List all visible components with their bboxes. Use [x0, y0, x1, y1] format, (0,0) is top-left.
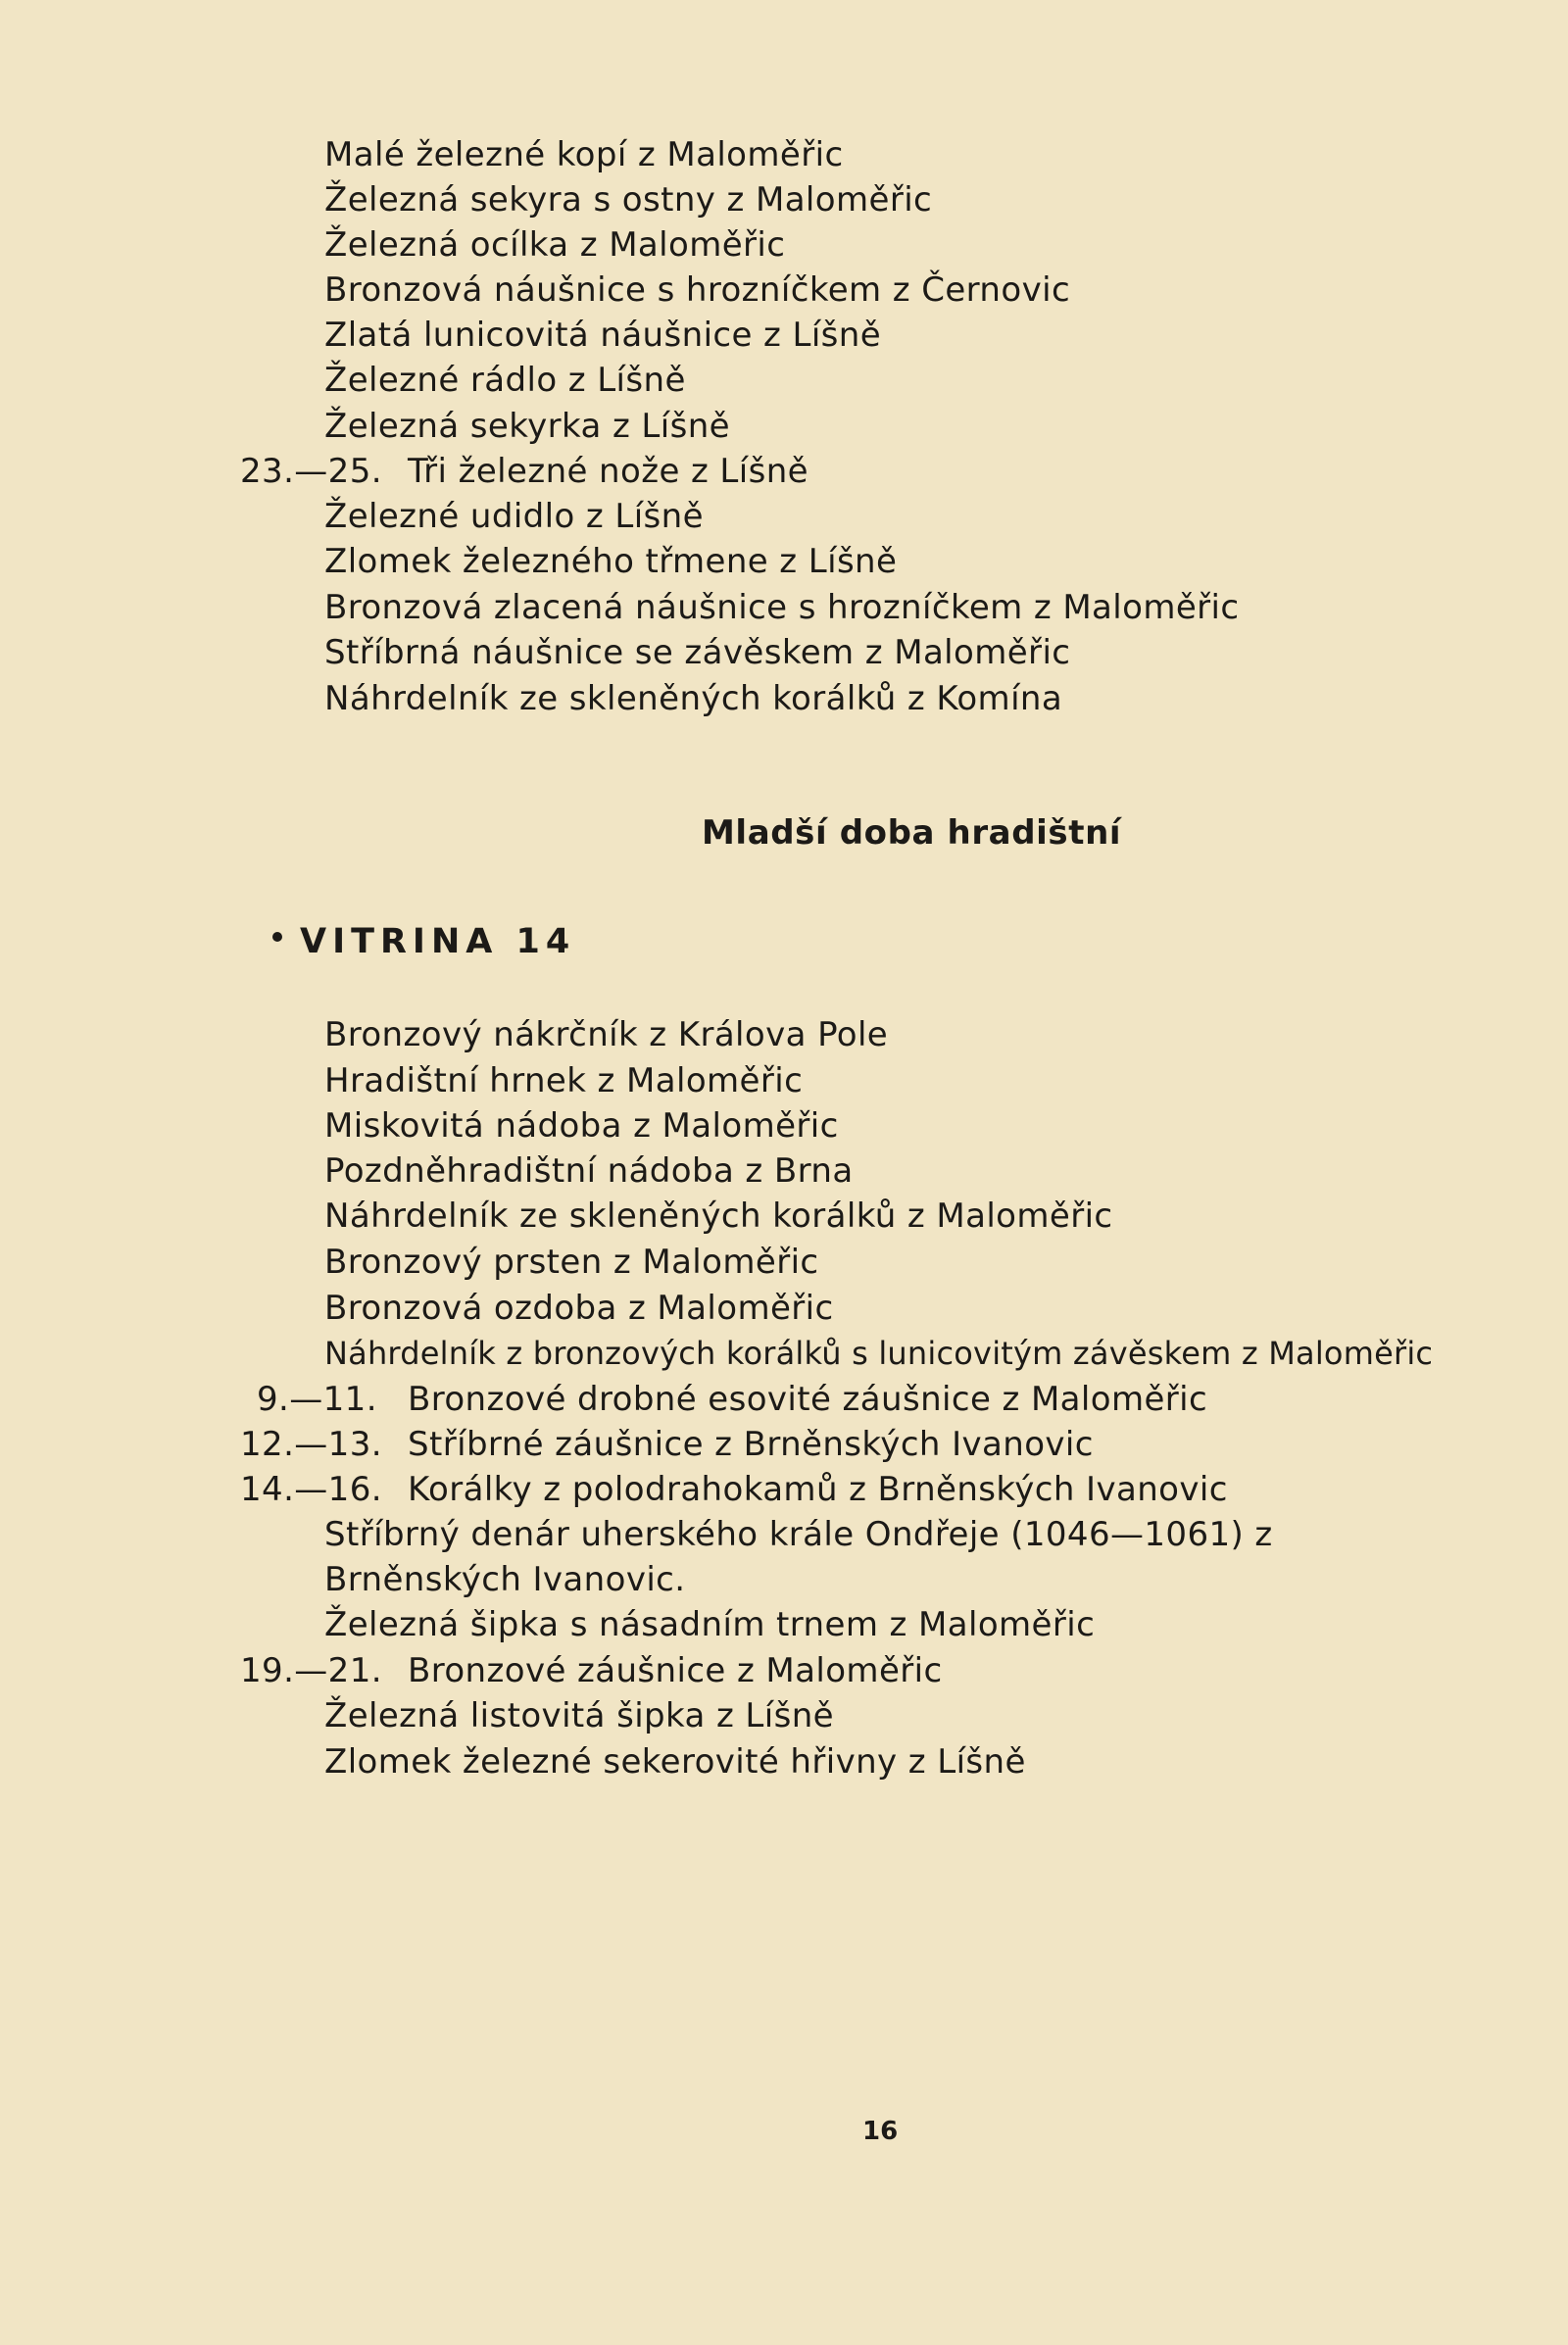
item-text: Bronzový nákrčník z Králova Pole [324, 1015, 889, 1054]
item-text: Bronzové záušnice z Maloměřic [408, 1651, 943, 1690]
item-text: Bronzová zlacená náušnice s hrozníčkem z Maloměřic [324, 588, 1240, 627]
item-text: Bronzová náušnice s hrozníčkem z Černovic [324, 270, 1071, 310]
item-number: 19.—21. [240, 1651, 382, 1690]
item-text: Stříbrný denár uherského krále Ondřeje (1046—1061) z Brněnských Ivanovic. [324, 1515, 1273, 1599]
item-text: Železná šipka s násadním trnem z Maloměřic [324, 1605, 1096, 1644]
vitrina-label: VITRINA 14 [300, 922, 576, 961]
item-text: Bronzové drobné esovité záušnice z Maloměřic [408, 1380, 1208, 1419]
item-text: Pozdněhradištní nádoba z Brna [324, 1151, 854, 1191]
section-title: Mladší doba hradištní [702, 813, 1122, 853]
item-text: Železná sekyrka z Líšně [324, 407, 730, 446]
item-text: Náhrdelník ze skleněných korálků z Komína [324, 679, 1063, 718]
item-text: Železná listovitá šipka z Líšně [324, 1696, 834, 1735]
item-text: Zlomek železného třmene z Líšně [324, 542, 898, 581]
vitrina-heading [272, 922, 575, 961]
item-text: Zlomek železné sekerovité hřivny z Líšně [324, 1742, 1026, 1782]
item-text: Bronzová ozdoba z Maloměřic [324, 1289, 834, 1328]
item-text: Zlatá lunicovitá náušnice z Líšně [324, 316, 882, 355]
bullet-icon [272, 932, 282, 942]
item-text: Miskovitá nádoba z Maloměřic [324, 1106, 839, 1146]
item-number: 23.—25. [240, 452, 382, 491]
item-number: 9.—11. [257, 1380, 377, 1419]
item-text: Železné udidlo z Líšně [324, 497, 704, 536]
item-text: Hradištní hrnek z Maloměřic [324, 1061, 804, 1100]
item-text: Železné rádlo z Líšně [324, 361, 686, 400]
item-number: 14.—16. [240, 1470, 382, 1509]
item-text: Tři železné nože z Líšně [408, 452, 809, 491]
item-number: 12.—13. [240, 1425, 382, 1464]
item-text: Náhrdelník z bronzových korálků s lunicovitým závěskem z Maloměřic [324, 1335, 1434, 1372]
item-text: Stříbrné záušnice z Brněnských Ivanovic [408, 1425, 1094, 1464]
item-text: Malé železné kopí z Maloměřic [324, 135, 844, 174]
item-text: Bronzový prsten z Maloměřic [324, 1243, 819, 1282]
item-text: Stříbrná náušnice se závěskem z Maloměřic [324, 633, 1071, 672]
item-text: Železná ocílka z Maloměřic [324, 225, 786, 265]
item-text: Náhrdelník ze skleněných korálků z Maloměřic [324, 1197, 1113, 1236]
item-text: Korálky z polodrahokamů z Brněnských Ivanovic [408, 1470, 1228, 1509]
page-number: 16 [862, 2117, 899, 2146]
item-text: Železná sekyra s ostny z Maloměřic [324, 180, 933, 220]
